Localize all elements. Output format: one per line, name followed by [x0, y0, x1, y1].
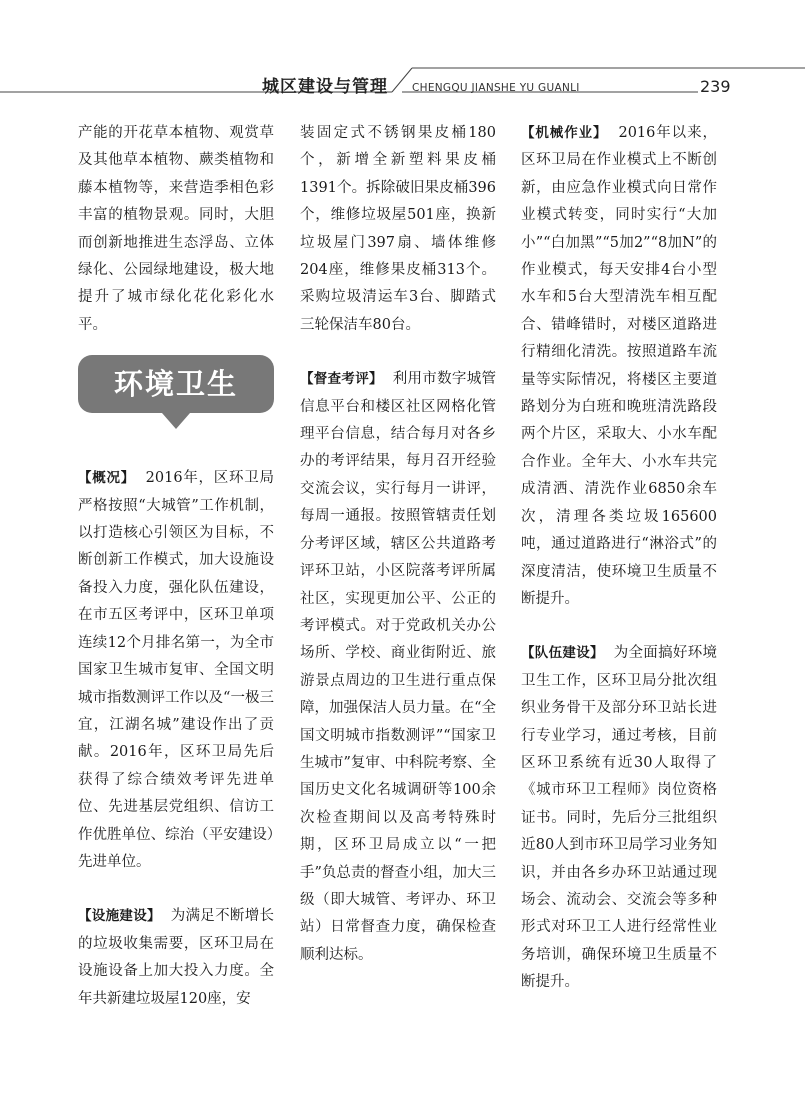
overview-text: 2016年，区环卫局严格按照“大城管”工作机制，以打造核心引领区为目标，不断创新工作模式，加大设施设备投入力度，强化队伍建设，在市五区考评中，区环卫单项连续12个月排名第一，为全市国家卫生城市复审、全国文明城市指数测评工作以及“一极三宜，江湖名城”建设作出了贡献。2016年，区环卫局先后获得了综合绩效考评先进单位、先进基层党组织、信访工作优胜单位、综治（平安建设）先进单位。 [78, 470, 275, 870]
overview-paragraph [78, 465, 274, 876]
facility-continued: 装固定式不锈钢果皮桶180个，新增全新塑料果皮桶1391个。拆除破旧果皮桶396个，维修垃圾屋501座，换新垃圾屋门397扇、墙体维修204座，维修果皮桶313个。采购垃圾清运车3台、脚踏式三轮保洁车80台。 [300, 125, 496, 333]
machine-paragraph [521, 120, 717, 613]
column-2 [300, 120, 496, 969]
overview-tag: 【概况】 [78, 470, 135, 487]
running-header [0, 0, 805, 110]
section-title-pinyin: CHENGQU JIANSHE YU GUANLI [412, 82, 580, 94]
page-number: 239 [700, 77, 731, 96]
team-tag: 【队伍建设】 [521, 645, 604, 662]
column-3 [521, 120, 717, 997]
intro-paragraph: 产能的开花草本植物、观赏草及其他草本植物、蕨类植物和藤本植物等，来营造季相色彩丰富的植物景观。同时，大胆而创新地推进生态浮岛、立体绿化、公园绿地建设，极大地提升了城市绿化花化彩化水平。 [78, 125, 274, 333]
banner-pointer [162, 413, 190, 429]
section-banner [78, 355, 274, 465]
facility-text: 为满足不断增长的垃圾收集需要，区环卫局在设施设备上加大投入力度。全年共新建垃圾屋120座，安 [78, 908, 275, 1007]
header-rule [0, 0, 805, 110]
section-title: 城区建设与管理 [262, 77, 388, 97]
column-1 [78, 120, 274, 1013]
supervise-paragraph [300, 366, 496, 969]
machine-text: 2016年以来，区环卫局在作业模式上不断创新，由应急作业模式向日常作业模式转变，同时实行“大加小”“白加黑”“5加2”“8加N”的作业模式，每天安排4台小型水车和5台大型清洗车相互配合、错峰错时，对楼区道路进行精细化清洗。按照道路车流量等实际情况，将楼区主要道路划分为白班和晚班清洗路段两个片区，采取大、小水车配合作业。全年大、小水车共完成清洒、清洗作业6850余车次，清理各类垃圾165600吨，通过道路进行“淋浴式”的深度清洁，使环境卫生质量不断提升。 [521, 125, 717, 607]
banner-title: 环境卫生 [78, 355, 274, 413]
facility-paragraph [78, 903, 274, 1013]
facility-tag: 【设施建设】 [78, 908, 161, 925]
supervise-tag: 【督查考评】 [300, 371, 383, 388]
supervise-text: 利用市数字城管信息平台和楼区社区网格化管理平台信息，结合每月对各乡办的考评结果，每月召开经验交流会议，实行每月一讲评，每周一通报。按照管辖责任划分考评区域，辖区公共道路考评环卫站，小区院落考评所属社区，实现更加公平、公正的考评模式。对于党政机关办公场所、学校、商业街附近、旅游景点周边的卫生进行重点保障，加强保洁人员力量。在“全国文明城市指数测评”“国家卫生城市”复审、中科院考察、全国历史文化名城调研等100余次检查期间以及高考特殊时期，区环卫局成立以“一把手”负总责的督查小组，加大三级（即大城管、考评办、环卫站）日常督查力度，确保检查顺利达标。 [300, 371, 497, 963]
machine-tag: 【机械作业】 [521, 125, 608, 141]
team-paragraph [521, 640, 717, 996]
team-text: 为全面搞好环境卫生工作，区环卫局分批次组织业务骨干及部分环卫站长进行专业学习，通过考核，目前区环卫系统有近30人取得了《城市环卫工程师》岗位资格证书。同时，先后分三批组织近80人到市环卫局学习业务知识，并由各乡办环卫站通过现场会、流动会、交流会等多种形式对环卫工人进行经常性业务培训，确保环境卫生质量不断提升。 [521, 645, 718, 991]
